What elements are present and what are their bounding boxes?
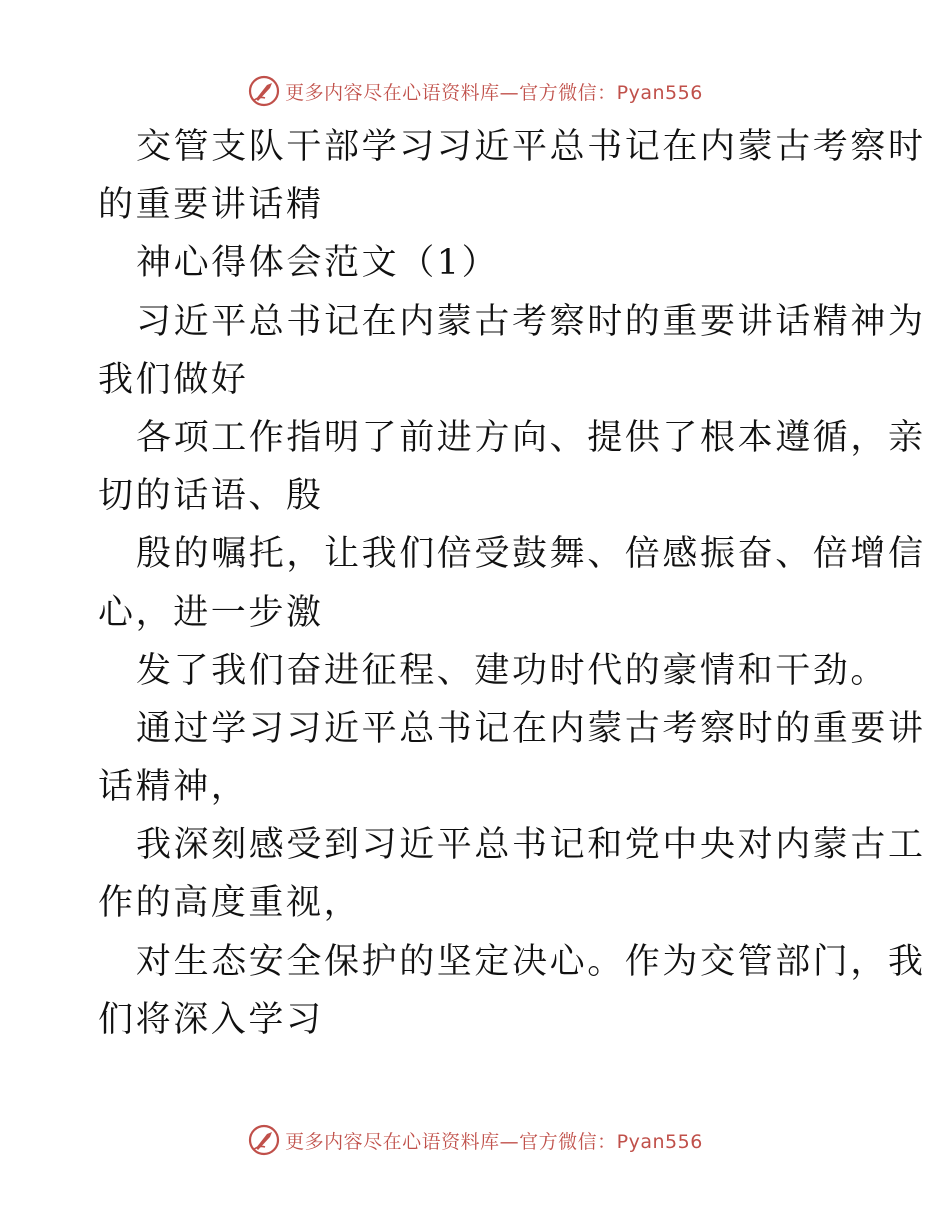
document-line: 们将深入学习 (98, 999, 324, 1040)
pen-nib-logo-icon (247, 1123, 281, 1157)
footer-banner (0, 1120, 950, 1160)
document-line: 话精神， (98, 767, 249, 808)
document-line: 通过学习习近平总书记在内蒙古考察时的重要讲 (136, 708, 926, 749)
header-banner-text: 更多内容尽在心语资料库—官方微信：Pyan556 (285, 81, 703, 104)
document-line: 我们做好 (98, 359, 249, 400)
header-banner (0, 71, 950, 111)
document-line: 作的高度重视， (98, 883, 362, 924)
document-line: 神心得体会范文（1） (136, 243, 500, 284)
pen-nib-logo-icon (247, 74, 281, 108)
document-line: 对生态安全保护的坚定决心。作为交管部门，我 (136, 941, 926, 982)
document-line: 交管支队干部学习习近平总书记在内蒙古考察时 (136, 127, 926, 167)
document-line: 心，进一步激 (98, 592, 324, 633)
document-line: 我深刻感受到习近平总书记和党中央对内蒙古工 (136, 825, 926, 866)
document-body (98, 118, 926, 1049)
document-line: 发了我们奋进征程、建功时代的豪情和干劲。 (136, 650, 889, 691)
document-line: 切的话语、殷 (98, 476, 324, 517)
document-line: 殷的嘱托，让我们倍受鼓舞、倍感振奋、倍增信 (136, 534, 926, 575)
document-line: 习近平总书记在内蒙古考察时的重要讲话精神为 (136, 301, 926, 342)
document-line: 各项工作指明了前进方向、提供了根本遵循，亲 (136, 417, 926, 458)
document-line: 的重要讲话精 (98, 185, 324, 226)
footer-banner-text: 更多内容尽在心语资料库—官方微信：Pyan556 (285, 1130, 703, 1153)
